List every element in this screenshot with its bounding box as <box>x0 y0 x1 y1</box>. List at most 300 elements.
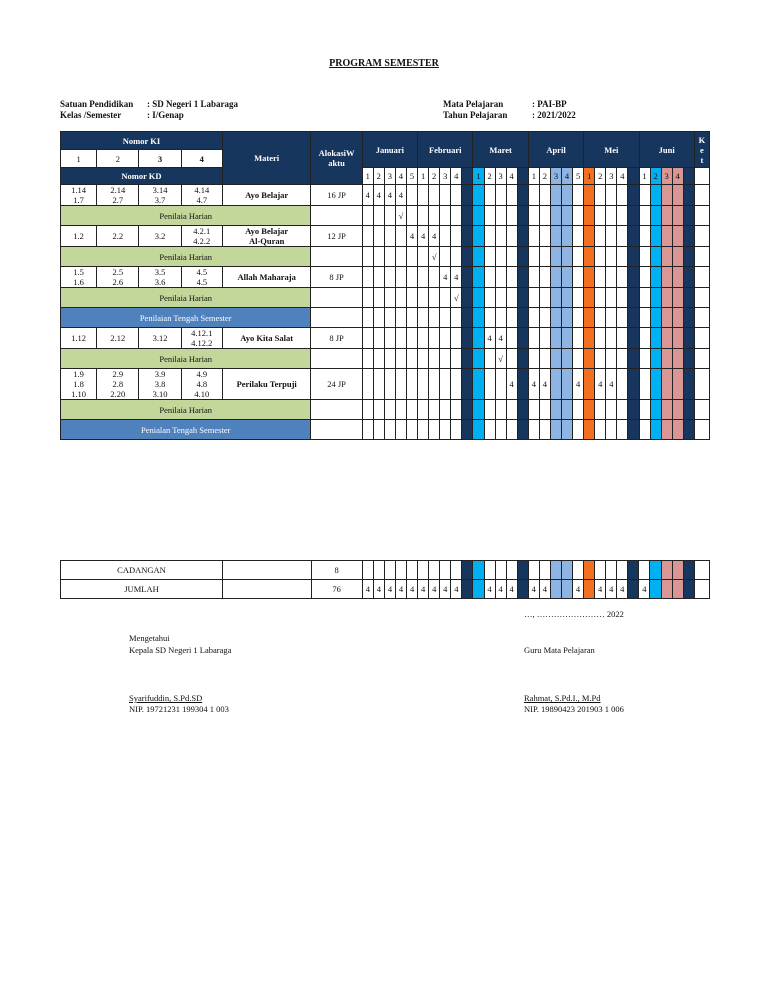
week-number <box>683 168 694 185</box>
week-cell <box>595 185 606 206</box>
week-cell <box>584 400 595 420</box>
week-cell <box>517 185 528 206</box>
week-cell <box>517 400 528 420</box>
week-cell <box>406 369 417 400</box>
week-cell <box>440 328 451 349</box>
kd-cell: 1.12 <box>61 328 97 349</box>
week-cell <box>661 247 672 267</box>
kd-cell: 3.5 3.6 <box>139 267 181 288</box>
week-cell <box>650 185 661 206</box>
kepala-nip: NIP. 19721231 199304 1 003 <box>129 704 229 714</box>
week-cell <box>451 308 462 328</box>
kelas-label: Kelas /Semester <box>60 110 122 120</box>
week-cell <box>650 247 661 267</box>
guru-nip: NIP. 19890423 201903 1 006 <box>524 704 624 714</box>
materi-cell: Perilaku Terpuji <box>222 369 311 400</box>
tahun-label: Tahun Pelajaran <box>443 110 508 120</box>
cadangan-row-label: CADANGAN <box>61 561 223 580</box>
month-header: Mei <box>584 132 639 168</box>
week-cell <box>617 328 628 349</box>
week-number: 1 <box>418 168 429 185</box>
week-cell <box>661 561 672 580</box>
week-cell <box>451 369 462 400</box>
week-cell <box>584 308 595 328</box>
week-cell <box>628 328 639 349</box>
week-cell <box>462 185 473 206</box>
week-cell <box>584 580 595 599</box>
week-cell: 4 <box>617 580 628 599</box>
week-cell <box>429 420 440 440</box>
week-cell <box>672 247 683 267</box>
week-cell <box>484 420 495 440</box>
week-cell <box>462 580 473 599</box>
week-cell <box>451 561 462 580</box>
week-cell <box>362 349 373 369</box>
week-cell <box>395 328 406 349</box>
week-cell <box>440 561 451 580</box>
week-cell <box>595 328 606 349</box>
week-cell <box>440 206 451 226</box>
week-cell: √ <box>429 247 440 267</box>
ket-cell <box>694 206 709 226</box>
week-number: 4 <box>395 168 406 185</box>
week-cell <box>451 328 462 349</box>
week-cell <box>429 400 440 420</box>
week-cell <box>650 561 661 580</box>
week-cell <box>683 206 694 226</box>
week-cell <box>584 226 595 247</box>
alokasi-cell: 8 JP <box>311 328 362 349</box>
ket-cell <box>694 328 709 349</box>
week-number: 1 <box>528 168 539 185</box>
week-cell <box>595 308 606 328</box>
week-cell <box>606 206 617 226</box>
week-cell: 4 <box>429 580 440 599</box>
week-cell: 4 <box>595 580 606 599</box>
week-cell <box>373 226 384 247</box>
week-cell <box>628 267 639 288</box>
kd-cell: 1.14 1.7 <box>61 185 97 206</box>
week-cell: 4 <box>539 580 550 599</box>
week-cell <box>384 561 395 580</box>
week-number: 3 <box>550 168 561 185</box>
week-cell <box>606 267 617 288</box>
week-cell <box>650 288 661 308</box>
month-header: Januari <box>362 132 417 168</box>
mapel-value: : PAI-BP <box>532 99 567 109</box>
week-cell <box>573 185 584 206</box>
week-number <box>462 168 473 185</box>
week-cell <box>396 561 407 580</box>
ket-cell <box>694 420 709 440</box>
week-number <box>517 168 528 185</box>
month-header: April <box>528 132 583 168</box>
week-cell <box>506 308 517 328</box>
week-cell <box>373 420 384 440</box>
week-cell <box>661 185 672 206</box>
week-cell <box>683 561 694 580</box>
week-cell <box>484 308 495 328</box>
week-cell <box>550 226 561 247</box>
week-cell <box>539 561 550 580</box>
week-number: 1 <box>473 168 484 185</box>
alokasi-cell <box>311 400 362 420</box>
week-cell <box>573 226 584 247</box>
week-cell <box>462 349 473 369</box>
week-cell <box>517 226 528 247</box>
week-cell <box>528 267 539 288</box>
week-cell <box>451 185 462 206</box>
week-cell <box>373 328 384 349</box>
week-cell <box>429 267 440 288</box>
week-cell <box>628 247 639 267</box>
week-cell <box>473 561 484 580</box>
week-cell <box>683 349 694 369</box>
alokasi-cell <box>311 288 362 308</box>
week-cell <box>517 349 528 369</box>
assessment-label: Penilaia Harian <box>61 400 311 420</box>
week-cell: 4 <box>406 226 417 247</box>
kd-cell: 2.14 2.7 <box>97 185 139 206</box>
week-cell <box>562 267 573 288</box>
week-cell <box>418 349 429 369</box>
week-cell <box>617 561 628 580</box>
week-cell: 4 <box>528 580 539 599</box>
ket-cell <box>694 308 709 328</box>
week-cell <box>406 288 417 308</box>
week-cell <box>562 288 573 308</box>
week-cell <box>462 247 473 267</box>
week-cell <box>550 247 561 267</box>
kd-cell: 2.5 2.6 <box>97 267 139 288</box>
week-cell <box>384 420 395 440</box>
week-cell <box>362 308 373 328</box>
week-cell <box>528 206 539 226</box>
week-cell <box>639 561 650 580</box>
week-cell <box>473 349 484 369</box>
week-cell <box>584 561 595 580</box>
week-cell <box>539 349 550 369</box>
week-cell <box>661 267 672 288</box>
alokasi-cell: 16 JP <box>311 185 362 206</box>
week-cell <box>661 288 672 308</box>
week-cell <box>517 561 528 580</box>
week-cell <box>462 308 473 328</box>
week-cell <box>672 420 683 440</box>
nomor-kd-header: Nomor KD <box>61 168 223 185</box>
ket-cell <box>694 288 709 308</box>
week-cell <box>561 580 572 599</box>
week-cell <box>528 400 539 420</box>
week-cell <box>573 247 584 267</box>
week-cell <box>473 328 484 349</box>
week-cell <box>362 247 373 267</box>
week-cell <box>373 288 384 308</box>
week-cell <box>528 226 539 247</box>
week-number: 2 <box>373 168 384 185</box>
week-cell <box>473 247 484 267</box>
week-cell <box>462 206 473 226</box>
week-cell <box>429 288 440 308</box>
week-number: 1 <box>362 168 373 185</box>
week-cell <box>373 308 384 328</box>
week-cell <box>384 206 395 226</box>
week-cell <box>384 288 395 308</box>
week-cell <box>584 185 595 206</box>
week-cell <box>672 185 683 206</box>
week-cell <box>395 226 406 247</box>
week-cell <box>462 400 473 420</box>
week-cell <box>395 349 406 369</box>
week-cell <box>384 247 395 267</box>
ket-cell <box>694 400 709 420</box>
week-cell <box>672 288 683 308</box>
week-cell <box>495 308 506 328</box>
week-cell <box>473 420 484 440</box>
kd-cell: 2.2 <box>97 226 139 247</box>
week-cell <box>639 400 650 420</box>
assessment-label: Penilaia Harian <box>61 349 311 369</box>
week-cell <box>683 400 694 420</box>
week-cell <box>550 288 561 308</box>
week-cell <box>562 349 573 369</box>
ket-cell <box>694 226 709 247</box>
week-cell <box>484 400 495 420</box>
week-cell <box>683 226 694 247</box>
ket-cell <box>694 168 709 185</box>
week-cell: 4 <box>451 580 462 599</box>
week-cell <box>573 288 584 308</box>
assessment-label: Penilaian Tengah Semester <box>61 308 311 328</box>
week-cell <box>517 580 528 599</box>
week-cell <box>440 247 451 267</box>
week-cell <box>406 420 417 440</box>
week-cell <box>484 185 495 206</box>
materi-cell <box>222 561 311 580</box>
week-cell <box>617 226 628 247</box>
assessment-label: Penilaia Harian <box>61 288 311 308</box>
week-cell <box>362 206 373 226</box>
week-cell <box>550 400 561 420</box>
week-cell: 4 <box>484 328 495 349</box>
week-cell <box>683 247 694 267</box>
week-cell <box>595 561 606 580</box>
week-cell <box>429 561 440 580</box>
ki-col: 4 <box>181 150 222 168</box>
week-cell <box>650 369 661 400</box>
week-cell <box>517 420 528 440</box>
week-cell <box>362 267 373 288</box>
alokasi-cell: 76 <box>311 580 362 599</box>
week-cell <box>373 349 384 369</box>
week-number: 4 <box>672 168 683 185</box>
kd-cell: 2.9 2.8 2.20 <box>97 369 139 400</box>
week-cell <box>584 267 595 288</box>
week-number: 2 <box>484 168 495 185</box>
materi-cell: Allah Maharaja <box>222 267 311 288</box>
week-cell <box>672 226 683 247</box>
week-cell <box>362 400 373 420</box>
ket-cell <box>694 267 709 288</box>
tahun-value: : 2021/2022 <box>532 110 576 120</box>
week-cell <box>528 288 539 308</box>
week-cell <box>584 288 595 308</box>
jumlah-row-label: JUMLAH <box>61 580 223 599</box>
week-cell <box>550 328 561 349</box>
week-cell <box>562 328 573 349</box>
week-cell <box>595 349 606 369</box>
week-cell <box>495 400 506 420</box>
week-cell <box>661 369 672 400</box>
kd-cell: 2.12 <box>97 328 139 349</box>
week-cell: 4 <box>384 580 395 599</box>
week-cell <box>595 288 606 308</box>
week-cell <box>373 561 384 580</box>
week-cell <box>628 400 639 420</box>
week-cell <box>617 420 628 440</box>
week-cell <box>639 226 650 247</box>
week-cell <box>584 206 595 226</box>
week-number <box>628 168 639 185</box>
week-cell <box>562 206 573 226</box>
mengetahui-text: Mengetahui <box>129 633 170 643</box>
week-cell <box>451 400 462 420</box>
kd-cell: 3.2 <box>139 226 181 247</box>
ki-col: 1 <box>61 150 97 168</box>
week-cell <box>362 369 373 400</box>
week-cell <box>406 308 417 328</box>
assessment-label: Penilaia Harian <box>61 247 311 267</box>
week-cell <box>606 247 617 267</box>
alokasi-cell <box>311 206 362 226</box>
week-cell <box>395 247 406 267</box>
week-cell <box>539 420 550 440</box>
week-cell <box>484 267 495 288</box>
week-number: 2 <box>650 168 661 185</box>
week-cell <box>550 561 561 580</box>
week-cell <box>573 267 584 288</box>
week-cell: 4 <box>573 580 584 599</box>
week-cell <box>384 267 395 288</box>
week-cell <box>550 420 561 440</box>
week-cell <box>650 206 661 226</box>
week-cell <box>606 328 617 349</box>
week-cell <box>562 400 573 420</box>
week-cell <box>406 185 417 206</box>
alokasi-cell <box>311 247 362 267</box>
kd-cell: 1.2 <box>61 226 97 247</box>
week-cell <box>407 561 418 580</box>
week-cell <box>373 247 384 267</box>
week-cell <box>606 349 617 369</box>
kd-cell: 1.5 1.6 <box>61 267 97 288</box>
week-cell <box>617 308 628 328</box>
week-cell <box>406 349 417 369</box>
week-cell <box>617 288 628 308</box>
week-cell <box>661 400 672 420</box>
week-cell <box>639 349 650 369</box>
kepala-name: Syarifuddin, S.Pd.SD <box>129 693 203 703</box>
week-cell <box>528 420 539 440</box>
week-cell <box>573 349 584 369</box>
week-cell <box>683 328 694 349</box>
week-cell <box>584 420 595 440</box>
week-cell <box>373 206 384 226</box>
week-cell <box>683 580 694 599</box>
week-cell <box>495 206 506 226</box>
week-cell <box>384 349 395 369</box>
materi-header: Materi <box>222 132 311 185</box>
week-cell <box>539 185 550 206</box>
week-cell <box>672 328 683 349</box>
week-cell <box>672 349 683 369</box>
week-cell <box>506 349 517 369</box>
week-cell <box>617 185 628 206</box>
week-cell <box>406 267 417 288</box>
week-cell <box>384 400 395 420</box>
week-cell <box>440 420 451 440</box>
week-cell <box>495 288 506 308</box>
week-cell <box>484 369 495 400</box>
assessment-label: Penilaia Harian <box>61 206 311 226</box>
week-cell <box>451 349 462 369</box>
week-number: 4 <box>617 168 628 185</box>
alokasi-cell: 24 JP <box>311 369 362 400</box>
week-cell <box>617 400 628 420</box>
week-cell <box>528 349 539 369</box>
kd-cell: 4.5 4.5 <box>181 267 222 288</box>
week-cell <box>539 400 550 420</box>
ket-cell <box>694 580 709 599</box>
week-cell: 4 <box>396 580 407 599</box>
week-cell <box>539 328 550 349</box>
week-cell: 4 <box>362 185 373 206</box>
week-cell <box>473 206 484 226</box>
materi-cell: Ayo Belajar <box>222 185 311 206</box>
week-cell <box>528 561 539 580</box>
week-cell <box>628 226 639 247</box>
week-cell <box>429 308 440 328</box>
week-number: 4 <box>451 168 462 185</box>
week-cell <box>606 185 617 206</box>
week-cell <box>550 308 561 328</box>
week-cell: 4 <box>440 580 451 599</box>
week-cell <box>517 267 528 288</box>
week-number: 2 <box>429 168 440 185</box>
week-cell: 4 <box>418 226 429 247</box>
week-cell: 4 <box>639 580 650 599</box>
week-cell <box>639 288 650 308</box>
week-cell <box>672 308 683 328</box>
kd-cell: 4.14 4.7 <box>181 185 222 206</box>
alokasi-cell: 8 <box>311 561 362 580</box>
week-cell: 4 <box>606 580 617 599</box>
week-cell <box>495 185 506 206</box>
kd-cell: 4.9 4.8 4.10 <box>181 369 222 400</box>
week-number: 4 <box>562 168 573 185</box>
week-cell <box>517 247 528 267</box>
week-cell <box>573 420 584 440</box>
week-cell <box>440 349 451 369</box>
summary-table <box>60 560 710 599</box>
week-cell <box>495 247 506 267</box>
week-cell <box>517 369 528 400</box>
week-cell <box>672 206 683 226</box>
week-cell <box>561 561 572 580</box>
week-cell <box>650 349 661 369</box>
alokasi-cell: 12 JP <box>311 226 362 247</box>
ket-cell <box>694 247 709 267</box>
